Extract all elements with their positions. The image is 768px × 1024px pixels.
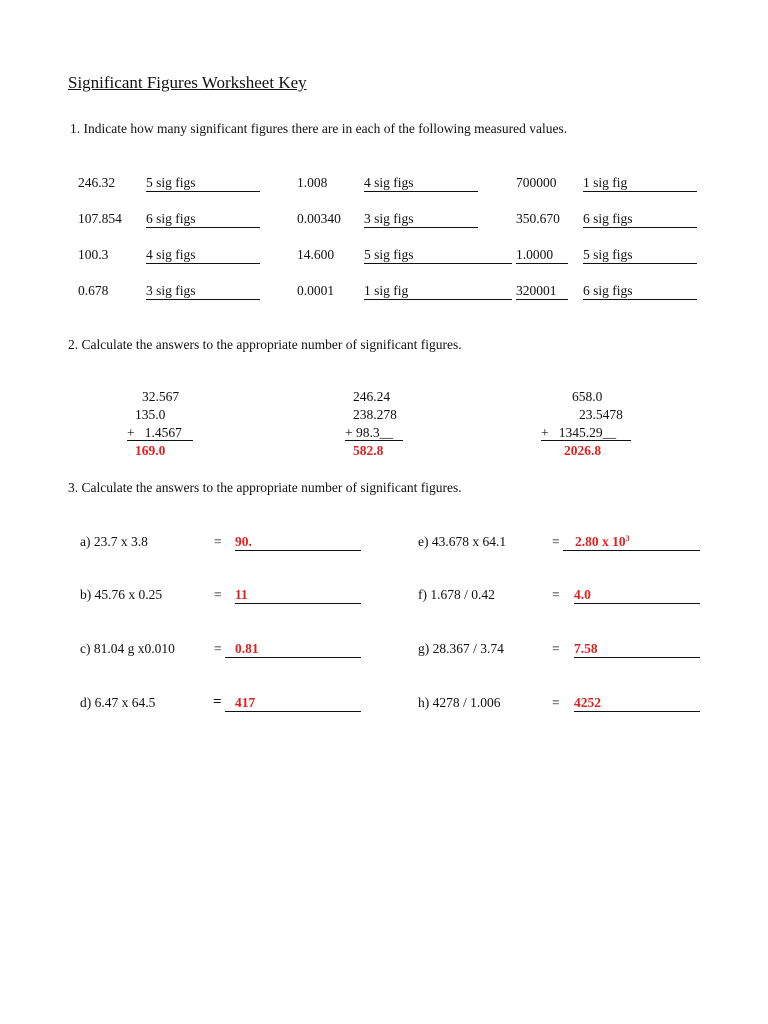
- addend: 23.5478: [579, 407, 623, 422]
- problem-label: h) 4278 / 1.006: [418, 695, 501, 710]
- problem-label: d) 6.47 x 64.5: [80, 695, 156, 710]
- problem-label: a) 23.7 x 3.8: [80, 534, 148, 549]
- q1-answer: 4 sig figs: [364, 176, 478, 192]
- page-title: Significant Figures Worksheet Key: [68, 73, 307, 92]
- q1-value: 700000: [516, 175, 557, 190]
- q1-value: 107.854: [78, 211, 122, 226]
- q1-value: 0.00340: [297, 211, 341, 226]
- answer-exponent: 3: [625, 534, 630, 543]
- q1-answer: 6 sig figs: [583, 212, 697, 228]
- answer: 2.80 x 10: [575, 534, 626, 549]
- equals-sign: =: [214, 534, 222, 549]
- problem-label: g) 28.367 / 3.74: [418, 641, 504, 656]
- answer-line: [225, 696, 361, 712]
- q1-answer: 4 sig figs: [146, 248, 260, 264]
- answer: 4.0: [574, 587, 591, 602]
- equals-sign: =: [552, 534, 560, 549]
- answer: 11: [235, 587, 248, 602]
- answer-line: [574, 588, 700, 604]
- q1-answer: 1 sig fig: [364, 284, 512, 300]
- equals-sign: =: [214, 587, 222, 602]
- sum-answer: 2026.8: [564, 443, 602, 458]
- q1-value: 0.678: [78, 283, 109, 298]
- q1-value: 246.32: [78, 175, 116, 190]
- answer-line: [574, 696, 700, 712]
- answer-line: [235, 588, 361, 604]
- equals-sign: =: [214, 641, 222, 656]
- answer-line: [574, 642, 700, 658]
- addend: 246.24: [353, 389, 391, 404]
- q1-answer: 3 sig figs: [146, 284, 260, 300]
- answer: 417: [235, 695, 256, 710]
- addend: 135.0: [135, 407, 166, 422]
- q1-answer: 1 sig fig: [583, 176, 697, 192]
- q1-answer: 3 sig figs: [364, 212, 478, 228]
- q1-value: 14.600: [297, 247, 335, 262]
- q1-answer: 5 sig figs: [364, 248, 512, 264]
- q1-value: 1.008: [297, 175, 328, 190]
- answer-line: [563, 535, 700, 551]
- addend: 238.278: [353, 407, 397, 422]
- addend: + 1.4567: [127, 426, 193, 441]
- problem-label: e) 43.678 x 64.1: [418, 534, 507, 549]
- question-1-prompt: 1. Indicate how many significant figures there are in each of the following measured values.: [70, 121, 568, 136]
- equals-sign: =: [552, 641, 560, 656]
- addend: 32.567: [142, 389, 180, 404]
- question-3-prompt: 3. Calculate the answers to the appropriate number of significant figures.: [68, 480, 462, 495]
- equals-sign: =: [552, 695, 560, 710]
- addend: + 98.3__: [345, 426, 403, 441]
- question-2-prompt: 2. Calculate the answers to the appropriate number of significant figures.: [68, 337, 462, 352]
- equals-sign: =: [552, 587, 560, 602]
- answer: 0.81: [235, 641, 259, 656]
- problem-label: b) 45.76 x 0.25: [80, 587, 163, 602]
- equals-sign: =: [213, 694, 222, 710]
- q1-answer: 5 sig figs: [146, 176, 260, 192]
- addend: 658.0: [572, 389, 603, 404]
- answer: 4252: [574, 695, 601, 710]
- q1-answer: 5 sig figs: [583, 248, 697, 264]
- answer-line: [225, 642, 361, 658]
- q1-answer: 6 sig figs: [146, 212, 260, 228]
- sum-answer: 582.8: [353, 443, 384, 458]
- q1-value: 350.670: [516, 211, 560, 226]
- q1-value: 100.3: [78, 247, 109, 262]
- answer-line: [235, 535, 361, 551]
- q1-value: 320001: [516, 284, 568, 300]
- q1-value: 1.0000: [516, 248, 568, 264]
- sum-answer: 169.0: [135, 443, 166, 458]
- problem-label: f) 1.678 / 0.42: [418, 587, 495, 602]
- q1-answer: 6 sig figs: [583, 284, 697, 300]
- q1-value: 0.0001: [297, 283, 335, 298]
- addend: + 1345.29__: [541, 426, 631, 441]
- answer: 7.58: [574, 641, 598, 656]
- problem-label: c) 81.04 g x0.010: [80, 641, 175, 656]
- answer: 90.: [235, 534, 252, 549]
